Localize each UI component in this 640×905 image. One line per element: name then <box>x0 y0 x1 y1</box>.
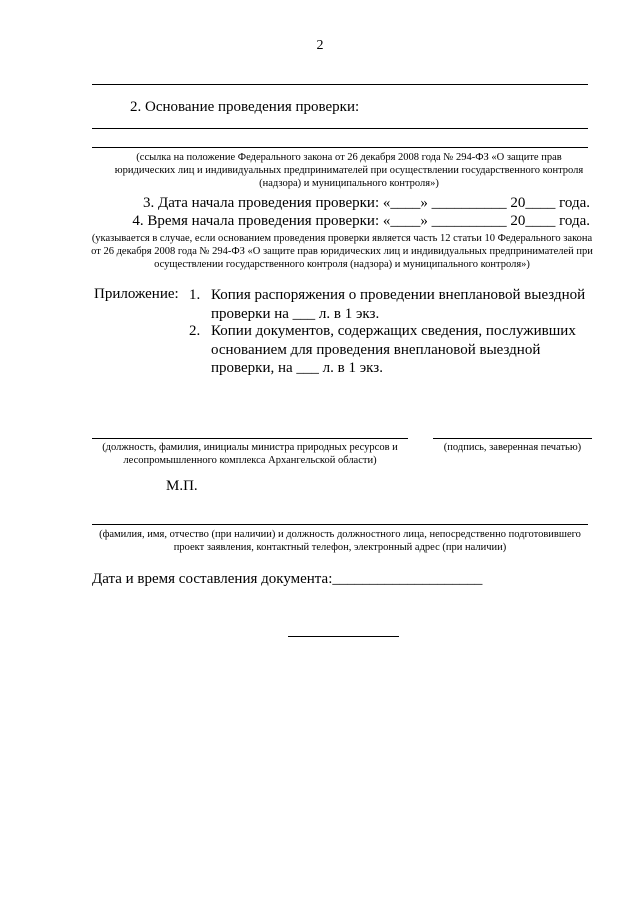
blank-line-top <box>92 84 588 85</box>
position-caption: (должность, фамилия, инициалы министра природных ресурсов и лесопромышленного комплекса Архангельской области) <box>102 442 398 466</box>
section-2-title: 2. Основание проведения проверки: <box>130 99 360 115</box>
signature-line <box>433 438 592 439</box>
section-2-fill-line-1 <box>92 128 588 129</box>
document-datetime: Дата и время составления документа:____________________ <box>92 571 483 587</box>
preparer-caption: (фамилия, имя, отчество (при наличии) и должность должностного лица, непосредственно подготовившего проект заявления, контактный телефон, электронный адрес (при наличии) <box>99 529 581 553</box>
attachments-label: Приложение: <box>94 286 179 302</box>
preparer-line <box>92 524 588 525</box>
attachment-number-2: 2. <box>189 323 201 339</box>
stamp-label: М.П. <box>166 478 198 494</box>
section-4-start-time: 4. Время начала проведения проверки: «____» __________ 20____ года. <box>132 213 590 229</box>
signature-caption: (подпись, заверенная печатью) <box>443 442 582 453</box>
section-3-start-date: 3. Дата начала проведения проверки: «____» __________ 20____ года. <box>143 195 590 211</box>
attachment-text-2: Копии документов, содержащих сведения, послуживших основанием для проведения внеплановой выездной проверки, на ___ л. в 1 экз. <box>211 323 576 376</box>
section-4-note: (указывается в случае, если основанием проведения проверки является часть 12 статьи 10 Федерального закона от 26 декабря 2008 года № 294-ФЗ «О защите прав юридических лиц и индивидуальных предпринимателей при осуществлении государственного контроля (надзора) и муниципального контроля») <box>91 233 593 270</box>
position-signature-line <box>92 438 408 439</box>
page-number: 2 <box>316 38 324 53</box>
bottom-divider <box>288 636 399 637</box>
section-2-fill-line-2 <box>92 147 588 148</box>
attachment-number-1: 1. <box>189 287 201 303</box>
attachment-text-1: Копия распоряжения о проведении внеплановой выездной проверки на ___ л. в 1 экз. <box>211 287 586 322</box>
section-2-note: (ссылка на положение Федерального закона от 26 декабря 2008 года № 294-ФЗ «О защите прав юридических лиц и индивидуальных предпринимателей при осуществлении государственного контроля (надзора) и муниципального контроля») <box>114 152 584 189</box>
